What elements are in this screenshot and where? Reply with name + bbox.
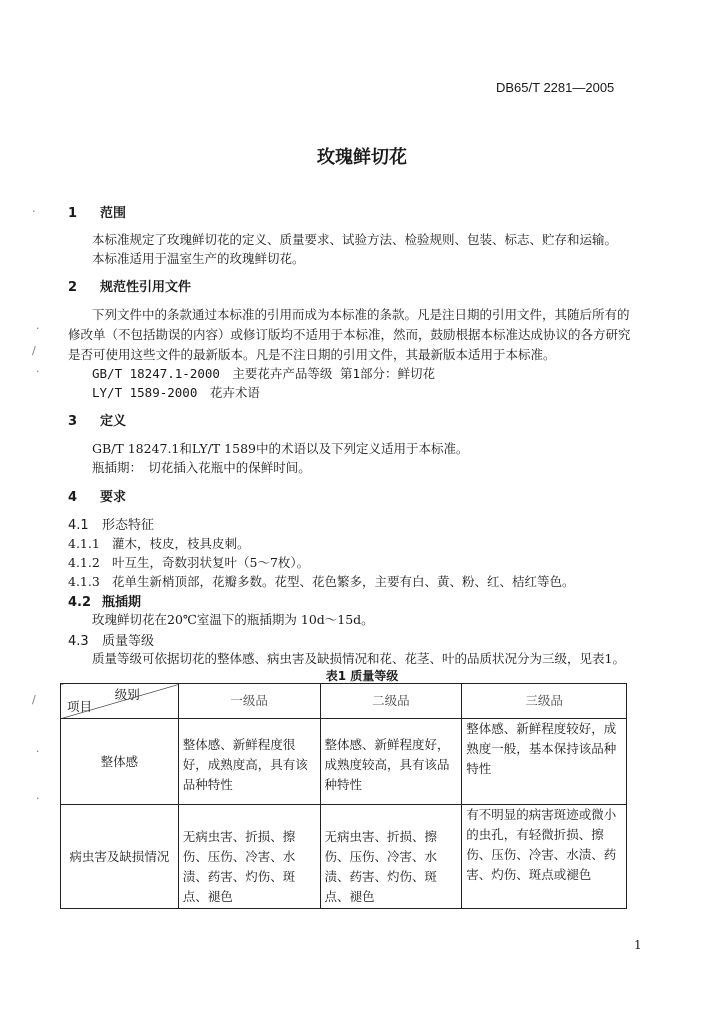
section-3-heading [68, 410, 126, 429]
table-header-row [61, 684, 627, 719]
clause-item [68, 572, 575, 590]
table-cell: 整体感、新鲜程度较好，成熟度一般，基本保持该品种特性 [462, 719, 627, 805]
scan-mark: / [32, 693, 36, 706]
subsection-4-2-heading [68, 591, 141, 610]
section-number: 2 [68, 280, 78, 295]
scan-mark: · [36, 322, 40, 335]
clause-item [68, 553, 309, 571]
paragraph: 质量等级可依据切花的整体感、病虫害及缺损情况和花、花茎、叶的品质状况分为三级，见表1。 [92, 651, 625, 666]
section-number: 1 [68, 206, 78, 221]
clause-text: 叶互生，奇数羽状复叶（5～7枚）。 [112, 555, 310, 570]
paragraph: 本标准规定了玫瑰鲜切花的定义、质量要求、试验方法、检验规则、包装、标志、贮存和运输。 [92, 232, 618, 247]
clause-number: 4.1.3 [68, 574, 100, 589]
scan-mark: · [36, 792, 40, 805]
paragraph-line: 下列文件中的条款通过本标准的引用而成为本标准的条款。凡是注日期的引用文件，其随后所有的 [92, 307, 630, 322]
subsection-4-1-heading [68, 514, 154, 533]
table-cell: 无病虫害、折损、擦伤、压伤、冷害、水渍、药害、灼伤、斑点、褪色 [178, 805, 320, 909]
column-header: 二级品 [320, 684, 462, 719]
subsection-title: 质量等级 [102, 634, 155, 649]
corner-label-item: 项目 [67, 699, 93, 714]
subsection-title: 瓶插期 [102, 595, 142, 610]
column-header: 一级品 [178, 684, 320, 719]
section-title: 范围 [100, 206, 127, 221]
table-row [61, 719, 627, 805]
paragraph-line: GB/T 18247.1和LY/T 1589中的术语以及下列定义适用于本标准。 [92, 441, 469, 456]
table-cell: 整体感、新鲜程度好，成熟度较高，具有该品种特性 [320, 719, 462, 805]
clause-number: 4.1.2 [68, 555, 100, 570]
table-caption: 表1 质量等级 [325, 669, 399, 683]
row-label: 整体感 [61, 719, 179, 805]
clause-item [68, 534, 250, 552]
subsection-number: 4.1 [68, 518, 89, 533]
row-label: 病虫害及缺损情况 [61, 805, 179, 909]
table-cell: 有不明显的病害斑迹或微小的虫孔，有轻微折损、擦伤、压伤、冷害、水渍、药害、灼伤、斑点或褪色 [462, 805, 627, 909]
paragraph: 本标准适用于温室生产的玫瑰鲜切花。 [92, 251, 305, 266]
table-row [61, 805, 627, 909]
section-title: 规范性引用文件 [100, 280, 192, 295]
paragraph-line: 修改单（不包括勘误的内容）或修订版均不适用于本标准，然而，鼓励根据本标准达成协议的各方研究 [68, 327, 631, 342]
section-number: 4 [68, 490, 78, 505]
standard-code: DB65/T 2281—2005 [496, 80, 615, 95]
clause-number: 4.1.1 [68, 536, 100, 551]
column-header: 三级品 [462, 684, 627, 719]
clause-text: 花单生新梢顶部，花瓣多数。花型、花色繁多，主要有白、黄、粉、红、桔红等色。 [112, 574, 575, 589]
table-corner-cell [61, 684, 179, 719]
corner-label-grade: 级别 [114, 687, 140, 702]
section-number: 3 [68, 414, 78, 429]
scan-mark: · [32, 205, 36, 218]
quality-grade-table [60, 683, 627, 909]
subsection-4-3-heading [68, 630, 154, 649]
table-cell: 整体感、新鲜程度很好，成熟度高，具有该品种特性 [178, 719, 320, 805]
paragraph: 玫瑰鲜切花在20℃室温下的瓶插期为 10d～15d。 [92, 612, 374, 627]
subsection-number: 4.3 [68, 634, 89, 649]
clause-text: 灌木，枝皮，枝具皮刺。 [112, 536, 250, 551]
paragraph-line: 是否可使用这些文件的最新版本。凡是不注日期的引用文件，其最新版本适用于本标准。 [68, 347, 556, 362]
document-title: 玫瑰鲜切花 [317, 147, 407, 168]
section-2-heading [68, 276, 191, 295]
section-title: 要求 [100, 490, 127, 505]
section-title: 定义 [100, 414, 127, 429]
definition-line: 瓶插期： 切花插入花瓶中的保鲜时间。 [92, 460, 311, 475]
scan-mark: · [36, 745, 40, 758]
reference-item: LY/T 1589-2000 花卉术语 [92, 385, 260, 400]
table-cell: 无病虫害、折损、擦伤、压伤、冷害、水渍、药害、灼伤、斑点、褪色 [320, 805, 462, 909]
page-number: 1 [634, 938, 642, 952]
reference-item: GB/T 18247.1-2000 主要花卉产品等级 第1部分：鲜切花 [92, 366, 435, 381]
subsection-title: 形态特征 [102, 518, 155, 533]
subsection-number: 4.2 [68, 595, 92, 610]
section-1-heading [68, 202, 126, 221]
section-4-heading [68, 486, 126, 505]
scan-mark: / [32, 344, 36, 357]
scan-mark: · [36, 365, 40, 378]
